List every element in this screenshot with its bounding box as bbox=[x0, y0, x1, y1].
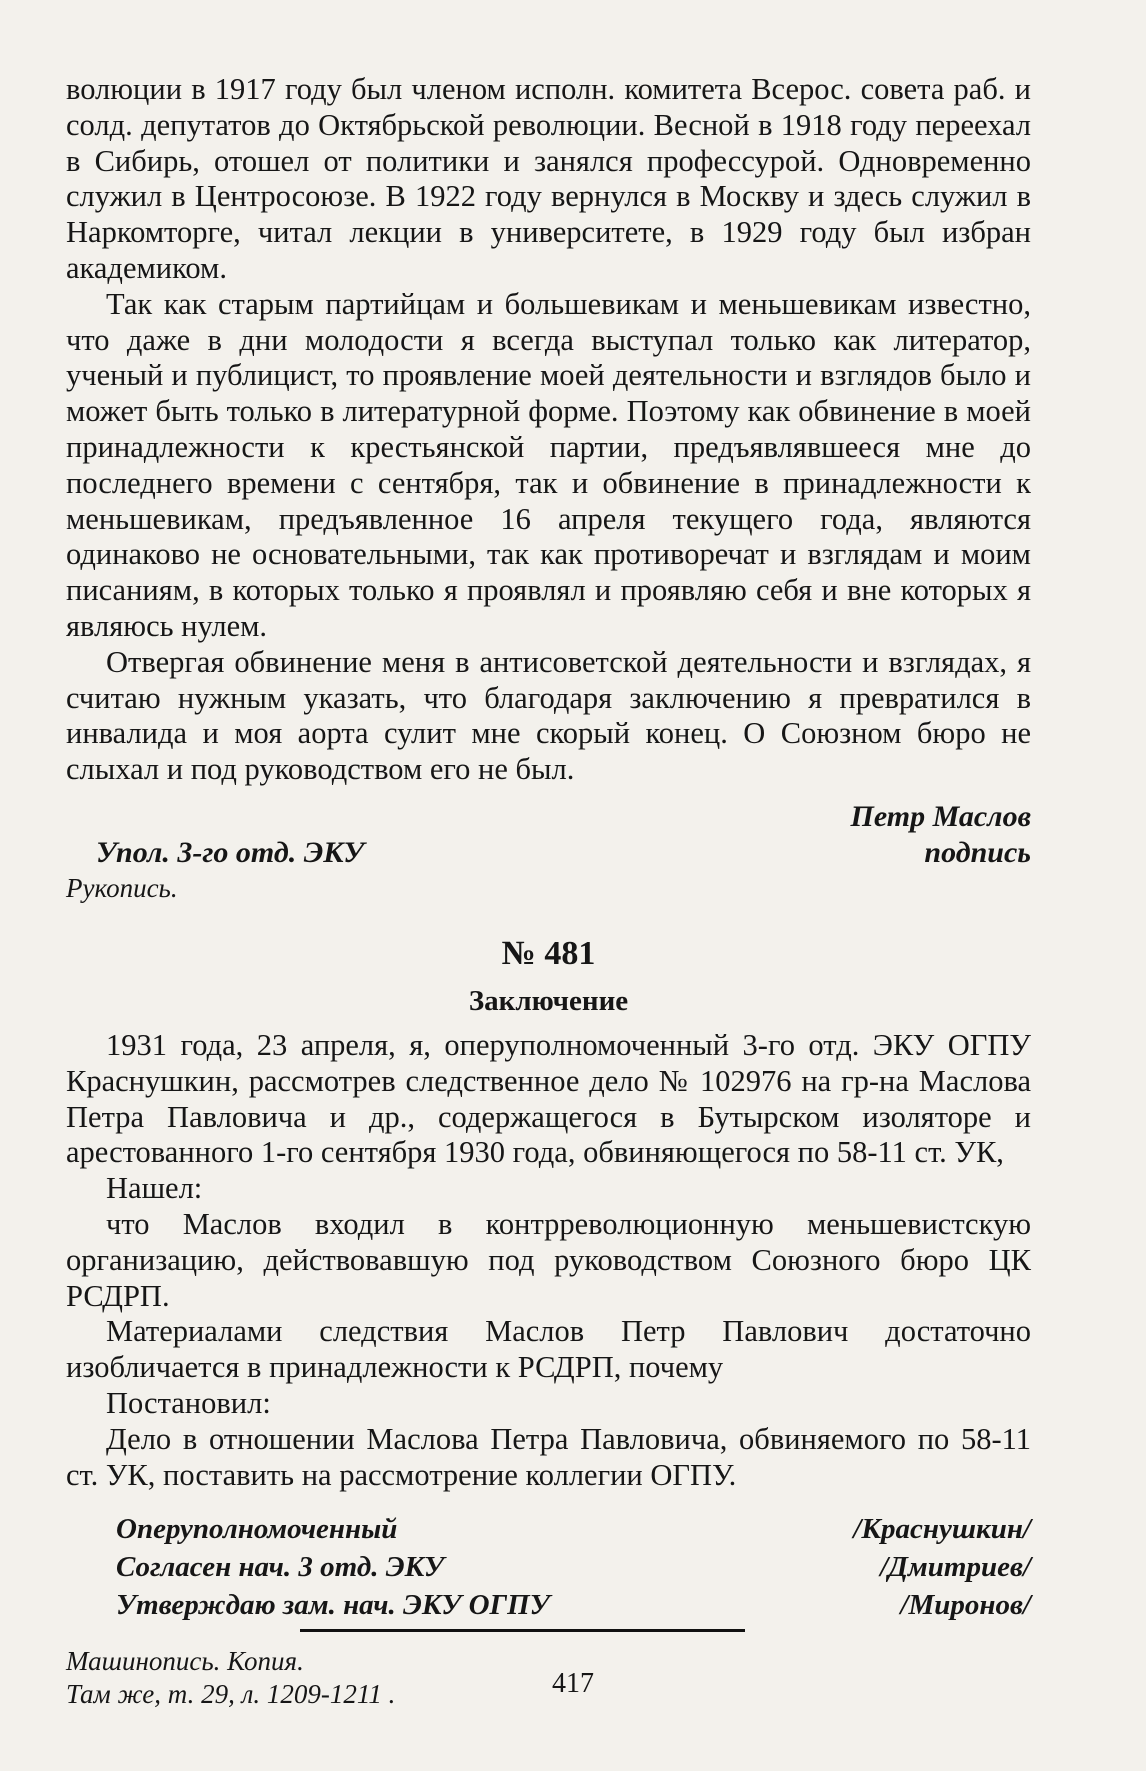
resolved-label: Постановил: bbox=[106, 1385, 271, 1420]
approval-name: /Дмитриев/ bbox=[880, 1551, 1031, 1584]
page-number: 417 bbox=[552, 1668, 594, 1699]
resolved-text: Дело в отношении Маслова Петра Павловича, обвиняемого по 58-11 ст. УК, поставить на рассмотрение коллегии ОГПУ. bbox=[66, 1421, 1031, 1492]
approval-role: Утверждаю зам. нач. ЭКУ ОГПУ bbox=[116, 1589, 550, 1622]
paragraph-rejection: Отвергая обвинение меня в антисоветской деятельности и взглядах, я считаю нужным указать, что благодаря заключению я превратился в инвалида и моя аорта сулит мне скорый конец. О Союзном бюро не слыхал и под руководством его не был. bbox=[66, 644, 1031, 787]
approvals-block bbox=[66, 1513, 1031, 1627]
footer-note-typescript: Машинопись. Копия. bbox=[66, 1646, 304, 1677]
approval-row bbox=[116, 1589, 1031, 1627]
paragraph-defense: Так как старым партийцам и большевикам и меньшевикам известно, что даже в дни молодости я всегда выступал только как литератор, ученый и публицист, то проявление моей деятельности и взглядов было и может быть только в литературной форме. Поэтому как обвинение в моей принадлежности к крестьянской партии, предъявлявшееся мне до последнего времени с сентября, так и обвинение в принадлежности к меньшевикам, предъявленное 16 апреля текущего года, являются одинаково не основательными, так как противоречат и взглядам и моим писаниям, в которых только я проявлял и проявляю себя и вне которых я являюсь нулем. bbox=[66, 286, 1031, 643]
signer-name: Петр Маслов bbox=[850, 799, 1031, 833]
divider-rule bbox=[300, 1629, 745, 1632]
department-label: Упол. 3-го отд. ЭКУ bbox=[96, 835, 365, 869]
footer-note-archive: Там же, т. 29, л. 1209-1211 . bbox=[66, 1679, 396, 1710]
document-number: № 481 bbox=[501, 934, 596, 972]
signature-row bbox=[66, 836, 1031, 872]
approval-name: /Краснушкин/ bbox=[853, 1513, 1031, 1546]
document-title: Заключение bbox=[468, 984, 629, 1017]
text-block bbox=[66, 72, 1031, 1711]
approval-row bbox=[116, 1551, 1031, 1589]
approval-role: Оперуполномоченный bbox=[116, 1513, 398, 1546]
evidence-text: Материалами следствия Маслов Петр Павлович достаточно изобличается в принадлежности к РСДРП, почему bbox=[66, 1314, 1031, 1385]
source-note: Рукопись. bbox=[66, 872, 178, 903]
signature-name-row bbox=[66, 800, 1031, 836]
conclusion-intro: 1931 года, 23 апреля, я, оперуполномоченный 3-го отд. ЭКУ ОГПУ Краснушкин, рассмотрев следственное дело № 102976 на гр-на Маслова Петра Павловича и др., содержащегося в Бутырском изоляторе и арестованного 1-го сентября 1930 года, обвиняющегося по 58-11 ст. УК, bbox=[66, 1027, 1031, 1170]
found-text: что Маслов входил в контрреволюционную меньшевистскую организацию, действовавшую под руководством Союзного бюро ЦК РСДРП. bbox=[66, 1206, 1031, 1313]
approval-role: Согласен нач. 3 отд. ЭКУ bbox=[116, 1551, 445, 1584]
approval-name: /Миронов/ bbox=[900, 1589, 1031, 1622]
signature-label: подпись bbox=[924, 835, 1031, 869]
paragraph-continuation: волюции в 1917 году был членом исполн. комитета Всерос. совета раб. и солд. депутатов до Октябрьской революции. Весной в 1918 году переехал в Сибирь, отошел от политики и занялся профессурой. Одновременно служил в Центросоюзе. В 1922 году вернулся в Москву и здесь служил в Наркомторге, читал лекции в университете, в 1929 году был избран академиком. bbox=[66, 72, 1031, 285]
approval-row bbox=[116, 1513, 1031, 1551]
found-label: Нашел: bbox=[106, 1171, 203, 1206]
